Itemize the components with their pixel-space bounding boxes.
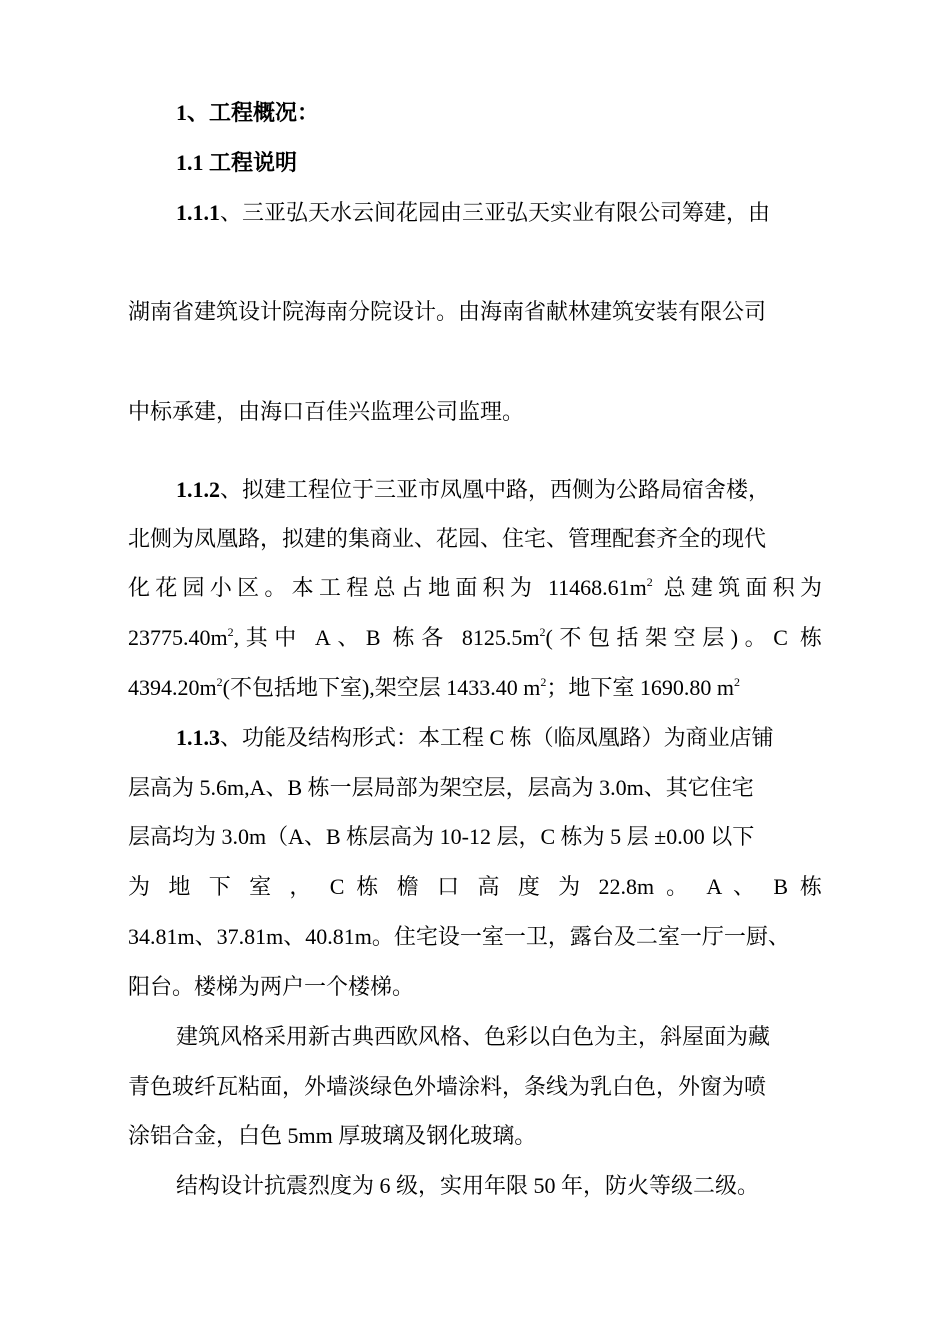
paragraph-1-line-3: 中标承建，由海口百佳兴监理公司监理。 <box>128 399 525 424</box>
paragraph-3-line-3: 层高均为 3.0m（A、B 栋层高为 10-12 层，C 栋为 5 层 ±0.00 以下 <box>128 824 755 849</box>
superscript: 2 <box>539 625 546 639</box>
paragraph-1-line-2: 湖南省建筑设计院海南分院设计。由海南省献林建筑安装有限公司 <box>128 299 767 324</box>
clause-number: 1.1.1 <box>176 200 220 225</box>
paragraph-1-line-1 <box>176 198 822 228</box>
paragraph-5-line-1: 结构设计抗震烈度为 6 级，实用年限 50 年，防火等级二级。 <box>176 1173 760 1198</box>
text-segment: 4394.20m <box>128 675 217 700</box>
paragraph-3-line-6: 阳台。楼梯为两户一个楼梯。 <box>128 974 415 999</box>
paragraph-3-line-5: 34.81m、37.81m、40.81m。住宅设一室一卫，露台及二室一厅一厨、 <box>128 924 790 949</box>
paragraph-4-line-2: 青色玻纤瓦粘面，外墙淡绿色外墙涂料，条线为乳白色，外窗为喷 <box>128 1074 767 1099</box>
superscript: 2 <box>646 575 653 589</box>
superscript: 2 <box>227 625 234 639</box>
text-segment: 总建筑面积为 <box>663 575 822 600</box>
clause-number: 1.1.2 <box>176 477 220 502</box>
paragraph-2-line-2: 北侧为凤凰路，拟建的集商业、花园、住宅、管理配套齐全的现代 <box>128 526 767 551</box>
paragraph-3-line-4: 为 地 下 室 ， C 栋 檐 口 高 度 为 22.8m 。 A 、 B 栋 <box>128 874 822 899</box>
section-heading: 1、工程概况： <box>176 100 320 125</box>
paragraph-3-line-2: 层高为 5.6m,A、B 栋一层局部为架空层，层高为 3.0m、其它住宅 <box>128 775 754 800</box>
superscript: 2 <box>734 675 741 689</box>
paragraph-4-line-3: 涂铝合金，白色 5mm 厚玻璃及钢化玻璃。 <box>128 1123 537 1148</box>
text-segment: (不包括架空层)。C 栋 <box>545 625 822 650</box>
superscript: 2 <box>540 675 547 689</box>
text-segment: 23775.40m <box>128 625 228 650</box>
superscript: 2 <box>216 675 223 689</box>
paragraph-text: 、三亚弘天水云间花园由三亚弘天实业有限公司筹建，由 <box>220 200 771 225</box>
text-segment: ；地下室 1690.80 m <box>546 675 735 700</box>
paragraph-2-line-4 <box>128 623 822 653</box>
text-segment: ,其中 A、B 栋各 8125.5m <box>233 625 540 650</box>
paragraph-4-line-1: 建筑风格采用新古典西欧风格、色彩以白色为主，斜屋面为藏 <box>176 1024 771 1049</box>
paragraph-text: 、功能及结构形式：本工程 C 栋（临凤凰路）为商业店铺 <box>220 725 774 750</box>
paragraph-2-line-5 <box>128 673 822 703</box>
paragraph-2-line-1 <box>176 475 822 505</box>
text-segment: 化花园小区。本工程总占地面积为 11468.61m <box>128 575 647 600</box>
paragraph-text: 、拟建工程位于三亚市凤凰中路，西侧为公路局宿舍楼， <box>220 477 771 502</box>
paragraph-2-line-3 <box>128 573 822 603</box>
clause-number: 1.1.3 <box>176 725 220 750</box>
paragraph-3-line-1 <box>176 723 822 753</box>
text-segment: (不包括地下室),架空层 1433.40 m <box>222 675 541 700</box>
subsection-heading: 1.1 工程说明 <box>176 150 298 175</box>
